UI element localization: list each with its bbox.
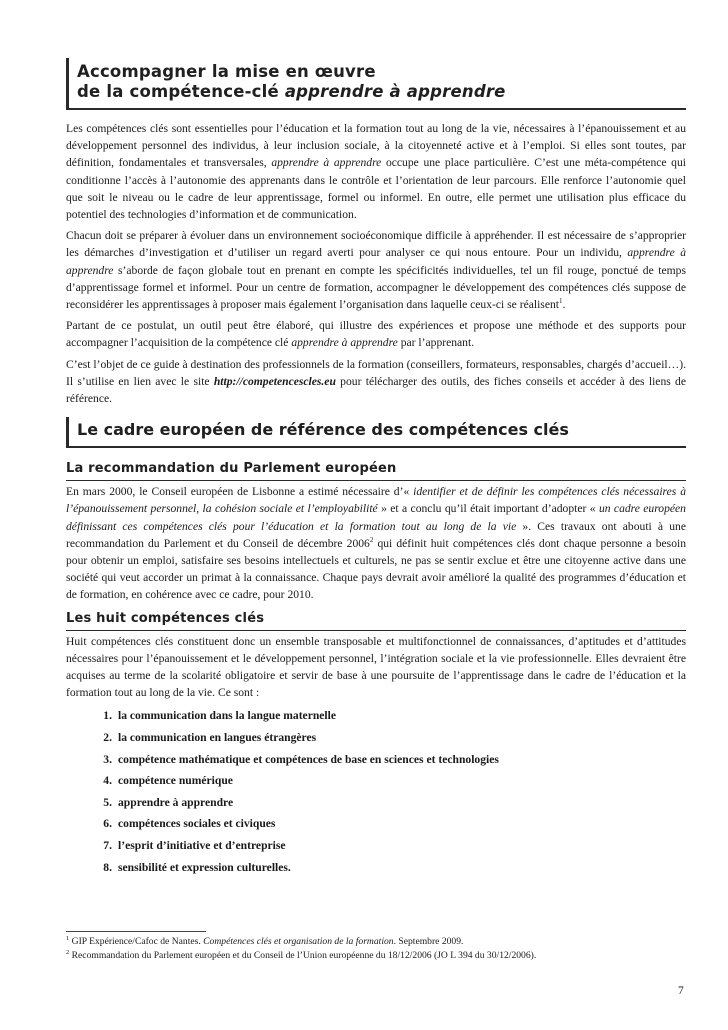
page-title — [66, 58, 686, 110]
list-item-number: 5. — [103, 795, 112, 809]
list-item-label: apprendre à apprendre — [118, 795, 234, 809]
rec-text-a: En mars 2000, le Conseil européen de Lisbonne a estimé nécessaire d’« — [66, 485, 414, 499]
subheading-huit-competences: Les huit compétences clés — [66, 610, 686, 631]
list-item — [88, 770, 686, 792]
list-item-label: la communication en langues étrangères — [118, 731, 317, 745]
list-item-number: 3. — [103, 752, 112, 766]
rec-quote-1: identifier et de définir les compétences clés nécessaires à l’épanouissement personnel, la cohésion sociale et l’employabilité — [66, 485, 686, 516]
list-item-number: 1. — [103, 709, 112, 723]
list-item-label: la communication dans la langue maternelle — [118, 709, 337, 723]
footnote-divider — [66, 931, 206, 932]
list-item — [88, 857, 686, 879]
list-item-label: l’esprit d’initiative et d’entreprise — [118, 839, 286, 853]
list-item-number: 7. — [103, 839, 112, 853]
subheading-recommandation: La recommandation du Parlement européen — [66, 460, 686, 481]
intro-p4-text-b: pour télécharger des outils, des fiches conseils et accéder à des liens de référence. — [66, 374, 686, 406]
intro-paragraph-1 — [66, 120, 686, 223]
intro-p1-text-b: occupe une place particulière. C’est une méta-compétence qui conditionne l’accès à l’autonomie des apprenants dans le contrôle et l’orientation de leur parcours. Elle renforce l’autonomie quel que soit le niveau ou le cadre de leur apprentissage, formel ou informel. En outre, elle permet une utilisation plus efficace du potentiel des technologies d’information et de communication. — [66, 156, 686, 222]
list-item-number: 8. — [103, 860, 112, 874]
intro-p3-text-a: Partant de ce postulat, un outil peut être élaboré, qui illustre des expériences et propose une méthode et des supports pour accompagner l’acquisition de la compétence clé — [66, 319, 686, 350]
title-line-2 — [77, 82, 686, 102]
page-content — [66, 58, 686, 878]
huit-intro-paragraph: Huit compétences clés constituent donc un ensemble transposable et multifonctionnel de connaissances, d’aptitudes et d’attitudes nécessaires pour l’épanouissement et le développement personnel, l’intégration sociale et la vie professionnelle. Elles devraient être acquises au terme de la scolarité obligatoire et servir de base à une poursuite de l’apprentissage dans le cadre de l’éducation et la formation tout au long de la vie. Ce sont : — [66, 634, 686, 700]
intro-p3-text-b: par l’apprenant. — [397, 336, 475, 350]
list-item — [88, 749, 686, 771]
footnote-2-text: Recommandation du Parlement européen et du Conseil de l’Union européenne du 18/12/2006 (JO L 394 du 30/12/2006). — [69, 950, 537, 961]
intro-p1-text-a: Les compétences clés sont essentielles pour l’éducation et la formation tout au long de la vie, nécessaires à l’épanouissement et au développement personnel des individus, à leur inclusion sociale, à la citoyenneté active et à l’emploi. Si elles sont toutes, par définition, fondamentales et transversales, — [66, 122, 686, 170]
footnotes — [66, 931, 686, 963]
competences-list — [66, 705, 686, 878]
intro-paragraph-3 — [66, 317, 686, 351]
intro-p2-text-a: Chacun doit se préparer à évoluer dans un environnement socioéconomique difficile à appréhender. Il est nécessaire de s’approprier les démarches d’investigation et d’utiliser un regard averti pour analyser ce qui nous entoure. Pour un individu, — [66, 229, 686, 260]
intro-p1-emphasis: apprendre à apprendre — [271, 156, 382, 170]
title-line-1: Accompagner la mise en œuvre — [77, 62, 376, 81]
footnote-1 — [66, 935, 686, 949]
footnote-1-text-a: GIP Expérience/Cafoc de Nantes. — [69, 936, 204, 947]
list-item-number: 4. — [103, 774, 112, 788]
intro-paragraph-4 — [66, 356, 686, 408]
footnote-2-number: 2 — [66, 948, 70, 956]
rec-text-b: » et a conclu qu’il était important d’adopter « — [377, 502, 599, 516]
recommandation-paragraph — [66, 483, 686, 603]
footnote-ref-1[interactable]: 1 — [558, 297, 563, 306]
list-item-label: compétence mathématique et compétences de base en sciences et technologies — [118, 752, 499, 766]
list-item — [88, 792, 686, 814]
footnote-1-text-b: . Septembre 2009. — [393, 936, 464, 947]
intro-p2-emphasis: apprendre à apprendre — [66, 246, 686, 277]
page-number: 7 — [678, 985, 684, 997]
rec-text-d: qui définit huit compétences clés dont chaque personne a besoin pour obtenir un emploi, satisfaire ses besoins intellectuels et culturels, ne pas se sentir exclue et être une citoyenne active dans une société qui veut accorder un primat à la connaissance. Chaque pays devrait avoir amélioré la qualité des programmes d’éducation et de formation, en cohérence avec ce cadre, pour 2010. — [66, 536, 687, 602]
section-heading: Le cadre européen de référence des compétences clés — [66, 417, 686, 448]
footnote-ref-2[interactable]: 2 — [369, 536, 374, 544]
list-item — [88, 813, 686, 835]
title-line-2-italic: apprendre à apprendre — [284, 82, 506, 101]
intro-p3-emphasis: apprendre à apprendre — [291, 336, 398, 350]
list-item-label: compétence numérique — [118, 774, 233, 788]
intro-p2-text-b: s’aborde de façon globale tout en prenant en compte les spécificités individuelles, tel un fil rouge, ponctué de temps d’apprentissage formel et informel. Pour un centre de formation, accompagner le développement des compétences clés suppose de reconsidérer les apprentissages à proposer mais également l’organisation dans laquelle ceux-ci se réalisent — [66, 263, 686, 312]
list-item-number: 2. — [103, 731, 112, 745]
intro-p4-text-a: C’est l’objet de ce guide à destination des professionnels de la formation (conseillers, formateurs, responsables, chargés d’accueil…). Il s’utilise en lien avec le site — [66, 357, 686, 388]
rec-quote-2: un cadre européen définissant ces compétences clés pour l’éducation et la formation tout au long de la vie — [66, 502, 686, 533]
list-item-label: compétences sociales et civiques — [118, 817, 276, 831]
website-link[interactable]: http://competencescles.eu — [213, 374, 336, 388]
footnote-2 — [66, 949, 686, 963]
footnote-1-number: 1 — [66, 934, 70, 942]
title-line-2-prefix: de la compétence-clé — [77, 82, 285, 101]
list-item — [88, 835, 686, 857]
list-item — [88, 705, 686, 727]
list-item — [88, 727, 686, 749]
rec-text-c: ». Ces travaux ont abouti à une recommandation du Parlement et du Conseil de décembre 2006 — [66, 519, 686, 550]
list-item-label: sensibilité et expression culturelles. — [118, 860, 291, 874]
footnote-1-title: Compétences clés et organisation de la formation — [203, 936, 394, 947]
list-item-number: 6. — [103, 817, 112, 831]
intro-paragraph-2 — [66, 227, 686, 313]
intro-p2-text-c: . — [562, 298, 566, 312]
